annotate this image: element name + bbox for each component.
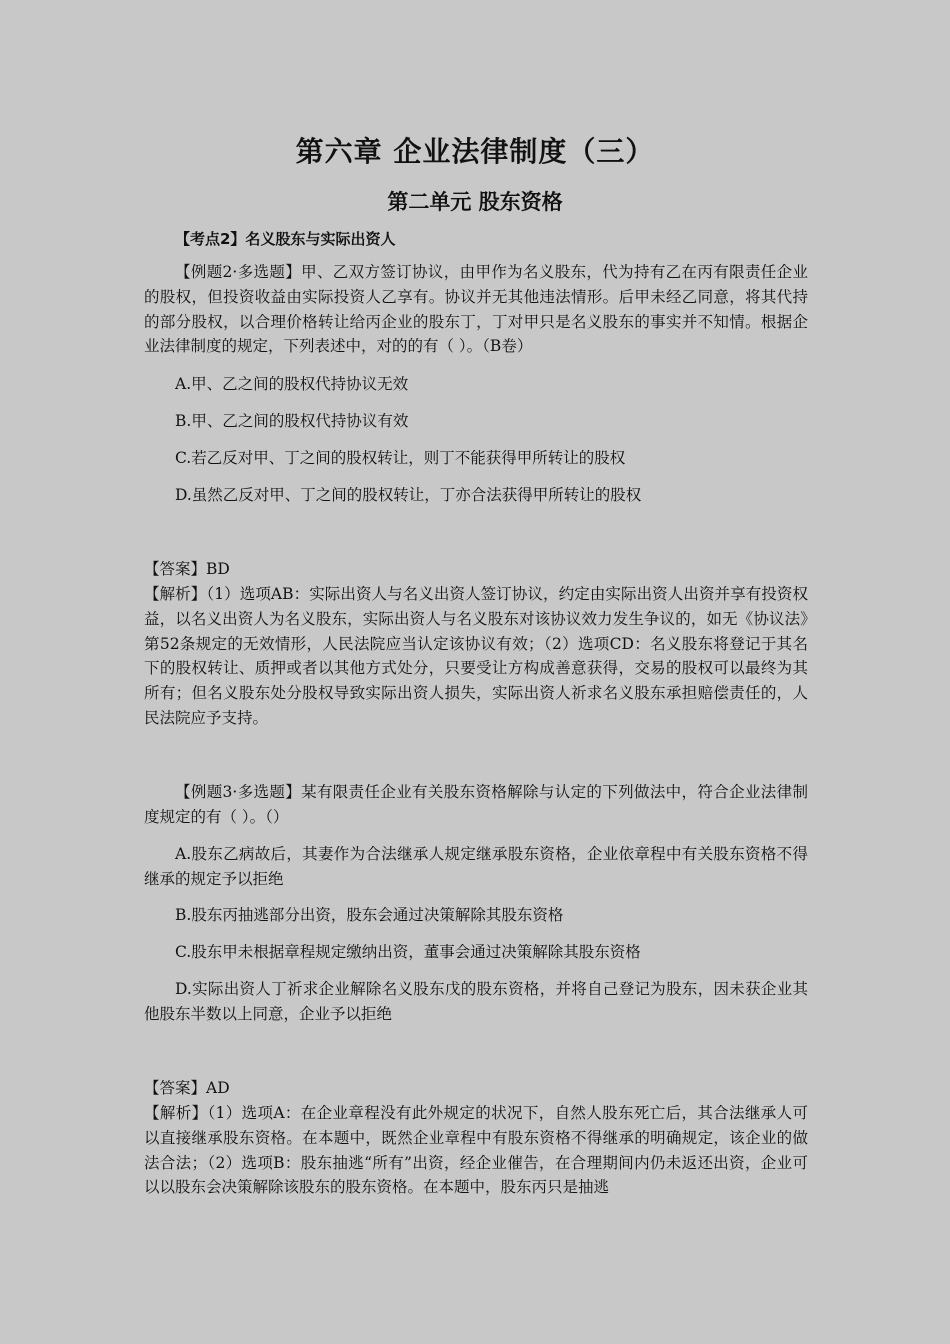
q3-option-b: B.股东丙抽逃部分出资，股东会通过决策解除其股东资格	[175, 906, 564, 924]
q3-option-d: D.实际出资人丁祈求企业解除名义股东戊的股东资格，并将自己登记为股东，因未获企业其他股东半数以上同意，企业予以拒绝	[144, 980, 808, 1023]
q2-stem: 【例题2·多选题】甲、乙双方签订协议，由甲作为名义股东，代为持有乙在丙有限责任企业的股权，但投资收益由实际投资人乙享有。协议并无其他违法情形。后甲未经乙同意，将其代持的部分股权，以合理价格转让给丙企业的股东丁，丁对甲只是名义股东的事实并不知情。根据企业法律制度的规定，下列表述中，对的的有（ ）。（B卷）	[144, 263, 808, 356]
q2-option-c: C.若乙反对甲、丁之间的股权转让，则丁不能获得甲所转让的股权	[175, 449, 626, 467]
kaodian-heading: 【考点2】名义股东与实际出资人	[175, 230, 396, 248]
q3-answer: 【答案】AD	[144, 1079, 230, 1097]
q3-analysis: 【解析】（1）选项A：在企业章程没有此外规定的状况下，自然人股东死亡后，其合法继承人可以直接继承股东资格。在本题中，既然企业章程中有股东资格不得继承的明确规定，该企业的做法合法；（2）选项B：股东抽逃“所有”出资，经企业催告，在合理期间内仍未返还出资，企业可以以股东会决策解除该股东的股东资格。在本题中，股东丙只是抽逃	[144, 1104, 808, 1197]
q2-option-b: B.甲、乙之间的股权代持协议有效	[175, 412, 409, 430]
q2-answer: 【答案】BD	[144, 560, 230, 578]
unit-title: 第二单元 股东资格	[387, 190, 563, 214]
q3-stem: 【例题3·多选题】某有限责任企业有关股东资格解除与认定的下列做法中，符合企业法律制度规定的有（ ）。（）	[144, 783, 808, 826]
q2-option-a: A.甲、乙之间的股权代持协议无效	[175, 375, 409, 393]
q2-option-d: D.虽然乙反对甲、丁之间的股权转让，丁亦合法获得甲所转让的股权	[175, 486, 642, 504]
chapter-title: 第六章 企业法律制度（三）	[295, 135, 655, 168]
q2-analysis: 【解析】（1）选项AB：实际出资人与名义出资人签订协议，约定由实际出资人出资并享有投资权益，以名义出资人为名义股东，实际出资人与名义股东对该协议效力发生争议的，如无《协议法》第52条规定的无效情形，人民法院应当认定该协议有效；（2）选项CD：名义股东将登记于其名下的股权转让、质押或者以其他方式处分，只要受让方构成善意获得，交易的股权可以最终为其所有；但名义股东处分股权导致实际出资人损失，实际出资人祈求名义股东承担赔偿责任的，人民法院应予支持。	[144, 585, 808, 727]
q3-option-a: A.股东乙病故后，其妻作为合法继承人规定继承股东资格，企业依章程中有关股东资格不得继承的规定予以拒绝	[144, 845, 808, 888]
q3-option-c: C.股东甲未根据章程规定缴纳出资，董事会通过决策解除其股东资格	[175, 943, 641, 961]
